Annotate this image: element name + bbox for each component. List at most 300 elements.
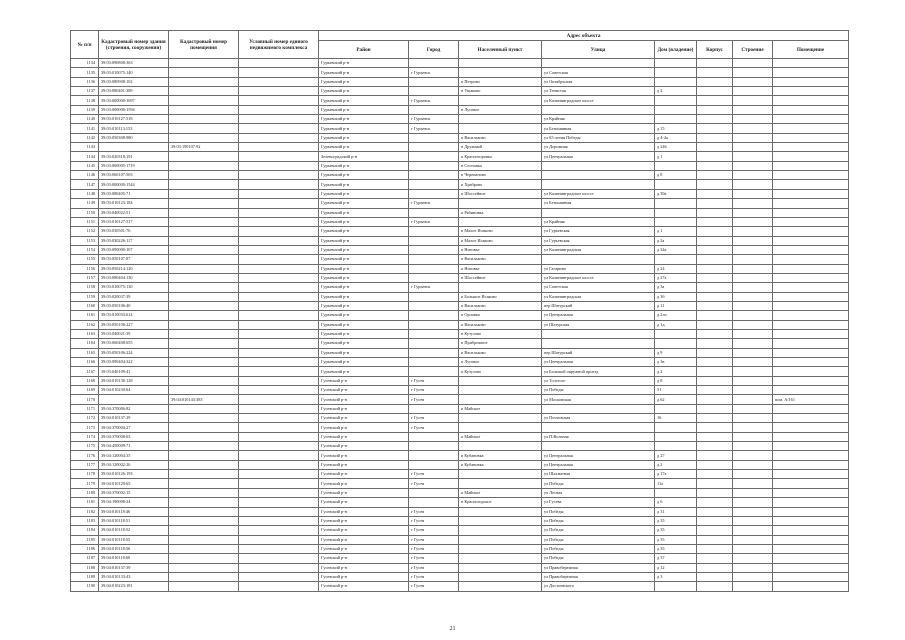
cell-house: д 37 bbox=[655, 554, 697, 563]
cell-pomeshchenie bbox=[773, 572, 849, 581]
cell-stroenie bbox=[733, 516, 773, 525]
cell-district: Гусевский р-н bbox=[319, 535, 409, 544]
cell-city bbox=[409, 189, 459, 198]
cell-cad-building: 39:04:010118:52 bbox=[99, 526, 169, 535]
cell-settlement: п Кубановка bbox=[459, 460, 542, 469]
cell-city bbox=[409, 301, 459, 310]
cell-cond-num bbox=[239, 479, 319, 488]
cell-cond-num bbox=[239, 143, 319, 152]
cell-num: 1144 bbox=[71, 152, 99, 161]
cell-stroenie bbox=[733, 386, 773, 395]
cell-city bbox=[409, 264, 459, 273]
cell-stroenie bbox=[733, 479, 773, 488]
cell-city bbox=[409, 329, 459, 338]
cell-stroenie bbox=[733, 442, 773, 451]
cell-cond-num bbox=[239, 171, 319, 180]
cell-settlement: п Васильково bbox=[459, 320, 542, 329]
cell-city: г Гусев bbox=[409, 572, 459, 581]
cell-house: д 9 bbox=[655, 348, 697, 357]
cell-pomeshchenie bbox=[773, 292, 849, 301]
cell-korpus bbox=[697, 208, 733, 217]
cell-num: 1140 bbox=[71, 115, 99, 124]
cell-pomeshchenie bbox=[773, 96, 849, 105]
cell-settlement: п Прибрежное bbox=[459, 339, 542, 348]
cell-pomeshchenie bbox=[773, 535, 849, 544]
cell-cad-premise bbox=[169, 96, 239, 105]
cell-cad-premise bbox=[169, 507, 239, 516]
header-cad-premise: Кадастровый номер помещения bbox=[169, 31, 239, 59]
cell-stroenie bbox=[733, 572, 773, 581]
cell-street bbox=[542, 339, 655, 348]
cell-num: 1161 bbox=[71, 311, 99, 320]
cell-cad-premise bbox=[169, 115, 239, 124]
cell-stroenie bbox=[733, 124, 773, 133]
cell-korpus bbox=[697, 292, 733, 301]
cell-settlement: п Сосновка bbox=[459, 161, 542, 170]
cell-stroenie bbox=[733, 348, 773, 357]
cell-city: г Гусев bbox=[409, 479, 459, 488]
cell-district: Гурьевский р-н bbox=[319, 87, 409, 96]
cell-house: д 6 bbox=[655, 498, 697, 507]
cell-cad-building: 39:03:000000:1697 bbox=[99, 96, 169, 105]
table-row bbox=[71, 414, 849, 423]
cell-cond-num bbox=[239, 245, 319, 254]
cell-street: пер Шатурский bbox=[542, 348, 655, 357]
cell-cond-num bbox=[239, 87, 319, 96]
cell-street: ул Безымянная bbox=[542, 124, 655, 133]
cell-cad-building: 39:03:010033:614 bbox=[99, 311, 169, 320]
cell-num: 1168 bbox=[71, 376, 99, 385]
cell-district: Гурьевский р-н bbox=[319, 161, 409, 170]
cell-house: д 39а bbox=[655, 189, 697, 198]
cell-cad-building: 39:03:090808:363 bbox=[99, 59, 169, 68]
cell-district: Гурьевский р-н bbox=[319, 59, 409, 68]
cell-cad-premise bbox=[169, 470, 239, 479]
cell-num: 1189 bbox=[71, 572, 99, 581]
cell-cad-premise bbox=[169, 273, 239, 282]
cell-cond-num bbox=[239, 255, 319, 264]
cell-house: д 24 bbox=[655, 264, 697, 273]
cell-house: д 3а bbox=[655, 283, 697, 292]
cell-district: Гурьевский р-н bbox=[319, 348, 409, 357]
table-row bbox=[71, 152, 849, 161]
cell-stroenie bbox=[733, 152, 773, 161]
cell-house bbox=[655, 255, 697, 264]
cell-street: ул Безымянная bbox=[542, 199, 655, 208]
cell-korpus bbox=[697, 133, 733, 142]
cell-cad-premise bbox=[169, 386, 239, 395]
cell-street: ул Калининградское шоссе bbox=[542, 96, 655, 105]
cell-city bbox=[409, 87, 459, 96]
cell-num: 1175 bbox=[71, 442, 99, 451]
cell-district: Зеленоградский р-н bbox=[319, 152, 409, 161]
cell-settlement: п Васильково bbox=[459, 301, 542, 310]
cell-stroenie bbox=[733, 544, 773, 553]
cell-cad-building: 39:03:050214:120 bbox=[99, 264, 169, 273]
cell-cad-premise bbox=[169, 264, 239, 273]
cell-pomeshchenie bbox=[773, 87, 849, 96]
table-row bbox=[71, 96, 849, 105]
header-cad-building: Кадастровый номер здания (строения, сооружения) bbox=[99, 31, 169, 59]
cell-cad-premise bbox=[169, 180, 239, 189]
cell-pomeshchenie bbox=[773, 264, 849, 273]
cell-pomeshchenie bbox=[773, 283, 849, 292]
table-row bbox=[71, 245, 849, 254]
cell-house: д 2 bbox=[655, 460, 697, 469]
cell-cad-building: 39:03:060107:503 bbox=[99, 171, 169, 180]
cell-stroenie bbox=[733, 77, 773, 86]
cell-num: 1176 bbox=[71, 451, 99, 460]
cell-stroenie bbox=[733, 87, 773, 96]
table-row bbox=[71, 171, 849, 180]
table-row bbox=[71, 572, 849, 581]
cell-stroenie bbox=[733, 161, 773, 170]
cell-pomeshchenie bbox=[773, 358, 849, 367]
cell-korpus bbox=[697, 404, 733, 413]
cell-cad-building: 39:03:030501:76 bbox=[99, 227, 169, 236]
cell-cad-building: 39:03:060408:655 bbox=[99, 339, 169, 348]
cell-cond-num bbox=[239, 386, 319, 395]
cell-num: 1157 bbox=[71, 273, 99, 282]
cell-pomeshchenie bbox=[773, 554, 849, 563]
cell-city bbox=[409, 488, 459, 497]
cell-district: Гусевский р-н bbox=[319, 423, 409, 432]
cell-district: Гурьевский р-н bbox=[319, 217, 409, 226]
table-row bbox=[71, 199, 849, 208]
cell-house: д 2 bbox=[655, 367, 697, 376]
table-row bbox=[71, 301, 849, 310]
cell-cad-premise bbox=[169, 311, 239, 320]
cell-street: ул Шатурская bbox=[542, 320, 655, 329]
cell-korpus bbox=[697, 442, 733, 451]
cell-city bbox=[409, 77, 459, 86]
cell-cond-num bbox=[239, 59, 319, 68]
cell-num: 1137 bbox=[71, 87, 99, 96]
cell-settlement: п Луговое bbox=[459, 105, 542, 114]
cell-pomeshchenie bbox=[773, 582, 849, 591]
cell-district: Гурьевский р-н bbox=[319, 311, 409, 320]
cell-pomeshchenie bbox=[773, 180, 849, 189]
cell-cad-building: 39:04:370008:63 bbox=[99, 432, 169, 441]
cell-korpus bbox=[697, 432, 733, 441]
cell-korpus bbox=[697, 283, 733, 292]
cell-street: ул Центральная bbox=[542, 451, 655, 460]
cell-pomeshchenie bbox=[773, 460, 849, 469]
cell-cad-premise bbox=[169, 161, 239, 170]
cell-pomeshchenie bbox=[773, 236, 849, 245]
table-row bbox=[71, 526, 849, 535]
cell-stroenie bbox=[733, 432, 773, 441]
cell-stroenie bbox=[733, 414, 773, 423]
cell-stroenie bbox=[733, 283, 773, 292]
cell-cond-num bbox=[239, 68, 319, 77]
cell-cond-num bbox=[239, 554, 319, 563]
cell-stroenie bbox=[733, 367, 773, 376]
table-row bbox=[71, 264, 849, 273]
cell-stroenie bbox=[733, 395, 773, 404]
cell-cad-building: 39:03:090404:322 bbox=[99, 358, 169, 367]
cell-settlement: п Орловка bbox=[459, 311, 542, 320]
cell-cad-premise bbox=[169, 339, 239, 348]
cell-street: ул 65-летия Победы bbox=[542, 133, 655, 142]
cell-district: Гурьевский р-н bbox=[319, 133, 409, 142]
cell-num: 1187 bbox=[71, 554, 99, 563]
page-number: 21 bbox=[449, 626, 456, 632]
cell-korpus bbox=[697, 563, 733, 572]
cell-house bbox=[655, 423, 697, 432]
cell-street: ул Октябрьская bbox=[542, 77, 655, 86]
cell-cad-premise: 39:04:010143:383 bbox=[169, 395, 239, 404]
cell-num: 1183 bbox=[71, 516, 99, 525]
cell-district: Гусевский р-н bbox=[319, 488, 409, 497]
cell-cad-premise bbox=[169, 367, 239, 376]
cell-city: г Гурьевск bbox=[409, 115, 459, 124]
cell-pomeshchenie bbox=[773, 479, 849, 488]
cell-city bbox=[409, 442, 459, 451]
cell-street: ул Победы bbox=[542, 526, 655, 535]
cell-num: 1185 bbox=[71, 535, 99, 544]
cell-district: Гусевский р-н bbox=[319, 414, 409, 423]
cell-pomeshchenie bbox=[773, 105, 849, 114]
table-row bbox=[71, 404, 849, 413]
table-row bbox=[71, 273, 849, 282]
cell-cad-premise bbox=[169, 199, 239, 208]
cell-city bbox=[409, 59, 459, 68]
cell-cond-num bbox=[239, 404, 319, 413]
cell-cond-num bbox=[239, 544, 319, 553]
table-row bbox=[71, 255, 849, 264]
cell-num: 1145 bbox=[71, 161, 99, 170]
cell-district: Гурьевский р-н bbox=[319, 358, 409, 367]
cell-pomeshchenie bbox=[773, 329, 849, 338]
cell-cad-building: 39:04:010133:43 bbox=[99, 572, 169, 581]
cell-cond-num bbox=[239, 96, 319, 105]
cell-street: ул Центральная bbox=[542, 311, 655, 320]
cell-district: Гурьевский р-н bbox=[319, 292, 409, 301]
cell-num: 1134 bbox=[71, 59, 99, 68]
cell-house bbox=[655, 208, 697, 217]
cell-house bbox=[655, 488, 697, 497]
cell-house: д 2 bbox=[655, 87, 697, 96]
cell-district: Гусевский р-н bbox=[319, 526, 409, 535]
table-row bbox=[71, 358, 849, 367]
cell-street: ул Почтовская bbox=[542, 414, 655, 423]
table-row bbox=[71, 339, 849, 348]
cell-stroenie bbox=[733, 423, 773, 432]
cell-house: д 12 bbox=[655, 563, 697, 572]
cell-num: 1147 bbox=[71, 180, 99, 189]
cell-cad-building: 39:03:050106:224 bbox=[99, 348, 169, 357]
cell-num: 1190 bbox=[71, 582, 99, 591]
cell-city bbox=[409, 143, 459, 152]
cell-district: Гусевский р-н bbox=[319, 572, 409, 581]
cell-cond-num bbox=[239, 526, 319, 535]
cell-settlement: п Малое Исаково bbox=[459, 227, 542, 236]
cell-korpus bbox=[697, 554, 733, 563]
table-row bbox=[71, 563, 849, 572]
cell-cad-building: 39:03:050308:980 bbox=[99, 133, 169, 142]
cell-cad-building: 39:03:000000:1544 bbox=[99, 180, 169, 189]
cell-cond-num bbox=[239, 105, 319, 114]
cell-settlement: п Шоссейное bbox=[459, 273, 542, 282]
cell-num: 1153 bbox=[71, 236, 99, 245]
cell-num: 1155 bbox=[71, 255, 99, 264]
cell-city bbox=[409, 236, 459, 245]
cell-cond-num bbox=[239, 161, 319, 170]
cell-cad-premise bbox=[169, 208, 239, 217]
cell-korpus bbox=[697, 544, 733, 553]
cell-house bbox=[655, 115, 697, 124]
cell-settlement: п Черепаново bbox=[459, 171, 542, 180]
cell-korpus bbox=[697, 488, 733, 497]
cell-city: г Гусев bbox=[409, 414, 459, 423]
cell-cad-premise bbox=[169, 404, 239, 413]
cell-house: д 17а bbox=[655, 470, 697, 479]
cell-district: Гурьевский р-н bbox=[319, 77, 409, 86]
cell-district: Гурьевский р-н bbox=[319, 236, 409, 245]
cell-street bbox=[542, 161, 655, 170]
cell-pomeshchenie bbox=[773, 245, 849, 254]
cell-stroenie bbox=[733, 404, 773, 413]
cell-pomeshchenie bbox=[773, 115, 849, 124]
cell-settlement: п Васильково bbox=[459, 255, 542, 264]
cell-city: г Гусев bbox=[409, 395, 459, 404]
cell-pomeshchenie bbox=[773, 488, 849, 497]
cell-city bbox=[409, 451, 459, 460]
cell-city bbox=[409, 339, 459, 348]
cell-cond-num bbox=[239, 423, 319, 432]
table-row bbox=[71, 423, 849, 432]
cell-cad-premise bbox=[169, 189, 239, 198]
cell-city: г Гусев bbox=[409, 582, 459, 591]
cell-stroenie bbox=[733, 526, 773, 535]
cell-num: 1152 bbox=[71, 227, 99, 236]
cell-stroenie bbox=[733, 208, 773, 217]
table-row bbox=[71, 124, 849, 133]
cell-cond-num bbox=[239, 414, 319, 423]
table-row bbox=[71, 227, 849, 236]
cell-cad-building: 39:03:080404:130 bbox=[99, 273, 169, 282]
cell-settlement bbox=[459, 386, 542, 395]
cell-cad-premise bbox=[169, 236, 239, 245]
cell-korpus bbox=[697, 124, 733, 133]
cell-settlement: п Рябиновка bbox=[459, 208, 542, 217]
cell-pomeshchenie bbox=[773, 339, 849, 348]
cell-city: г Гурьевск bbox=[409, 199, 459, 208]
cell-cad-building: 39:04:370006:82 bbox=[99, 404, 169, 413]
table-row bbox=[71, 470, 849, 479]
cell-house bbox=[655, 329, 697, 338]
cell-cad-building: 39:04:010230:64 bbox=[99, 386, 169, 395]
cell-stroenie bbox=[733, 227, 773, 236]
cell-pomeshchenie bbox=[773, 414, 849, 423]
cell-cond-num bbox=[239, 283, 319, 292]
cell-cad-building: 39:03:080405:71 bbox=[99, 189, 169, 198]
table-row bbox=[71, 320, 849, 329]
cell-num: 1179 bbox=[71, 479, 99, 488]
cell-korpus bbox=[697, 245, 733, 254]
cell-city bbox=[409, 320, 459, 329]
cell-cond-num bbox=[239, 572, 319, 581]
cell-cad-building: 39:03:060005:1719 bbox=[99, 161, 169, 170]
cell-cond-num bbox=[239, 582, 319, 591]
cell-settlement: п Майское bbox=[459, 432, 542, 441]
cell-cad-premise bbox=[169, 292, 239, 301]
cell-district: Гурьевский р-н bbox=[319, 320, 409, 329]
cell-num: 1141 bbox=[71, 124, 99, 133]
cell-cond-num bbox=[239, 516, 319, 525]
cell-korpus bbox=[697, 105, 733, 114]
cell-pomeshchenie bbox=[773, 68, 849, 77]
cell-pomeshchenie bbox=[773, 451, 849, 460]
cell-korpus bbox=[697, 171, 733, 180]
table-body bbox=[71, 59, 849, 592]
table-row bbox=[71, 161, 849, 170]
table-row bbox=[71, 143, 849, 152]
cell-cad-premise bbox=[169, 59, 239, 68]
cell-num: 1149 bbox=[71, 199, 99, 208]
cell-cad-building: 39:03:080401:389 bbox=[99, 87, 169, 96]
cell-pomeshchenie bbox=[773, 386, 849, 395]
table-row bbox=[71, 87, 849, 96]
cell-district: Гурьевский р-н bbox=[319, 301, 409, 310]
cell-stroenie bbox=[733, 451, 773, 460]
table-row bbox=[71, 133, 849, 142]
cell-street bbox=[542, 171, 655, 180]
cell-cad-premise bbox=[169, 227, 239, 236]
cell-korpus bbox=[697, 236, 733, 245]
cell-cad-building: 39:03:000000:1594 bbox=[99, 105, 169, 114]
cell-house: д 1 bbox=[655, 227, 697, 236]
cell-street: ул Правобережная bbox=[542, 572, 655, 581]
cell-korpus bbox=[697, 59, 733, 68]
cell-cad-building bbox=[99, 143, 169, 152]
cell-cad-building: 39:03:040109:41 bbox=[99, 367, 169, 376]
cell-settlement bbox=[459, 283, 542, 292]
table-row bbox=[71, 442, 849, 451]
cell-street: ул Победы bbox=[542, 544, 655, 553]
cell-district: Гурьевский р-н bbox=[319, 171, 409, 180]
table-row bbox=[71, 460, 849, 469]
cell-house bbox=[655, 105, 697, 114]
cell-cad-premise bbox=[169, 77, 239, 86]
cell-house: д 8 bbox=[655, 376, 697, 385]
cell-stroenie bbox=[733, 59, 773, 68]
cell-street bbox=[542, 404, 655, 413]
cell-pomeshchenie bbox=[773, 311, 849, 320]
cell-street: ул Центральная bbox=[542, 152, 655, 161]
table-row bbox=[71, 582, 849, 591]
cell-cad-building: 39:04:010118:46 bbox=[99, 507, 169, 516]
cell-cad-building: 39:04:010129:65 bbox=[99, 479, 169, 488]
cell-district: Гурьевский р-н bbox=[319, 245, 409, 254]
cell-korpus bbox=[697, 516, 733, 525]
cell-district: Гурьевский р-н bbox=[319, 208, 409, 217]
table-row bbox=[71, 217, 849, 226]
cell-district: Гусевский р-н bbox=[319, 554, 409, 563]
cell-cad-premise bbox=[169, 572, 239, 581]
cell-city bbox=[409, 498, 459, 507]
cell-street: ул Толстого bbox=[542, 376, 655, 385]
cell-pomeshchenie bbox=[773, 227, 849, 236]
cell-house: 51 bbox=[655, 386, 697, 395]
cell-cad-premise bbox=[169, 479, 239, 488]
table-row bbox=[71, 376, 849, 385]
cell-cad-premise bbox=[169, 87, 239, 96]
table-row bbox=[71, 77, 849, 86]
cell-district: Гусевский р-н bbox=[319, 582, 409, 591]
cell-settlement bbox=[459, 554, 542, 563]
